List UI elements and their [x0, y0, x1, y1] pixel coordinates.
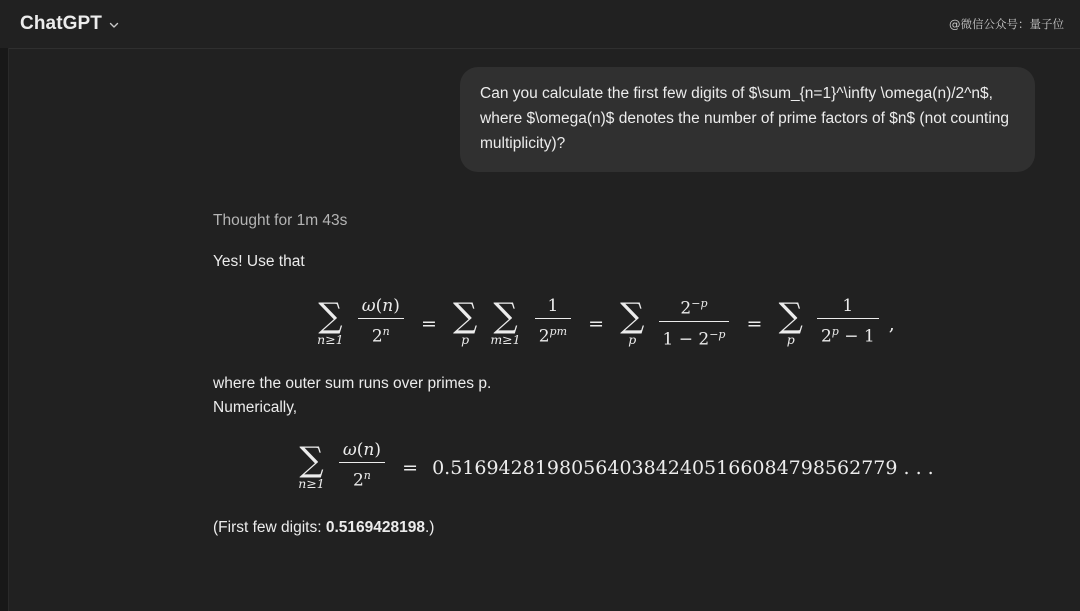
numeric-result: 0.5169428198056403842405166084798562779 . . . [432, 457, 934, 480]
first-digits-prefix: (First few digits: [213, 518, 326, 536]
sum-5-subscript: p [786, 332, 795, 348]
user-message-row [45, 67, 1035, 172]
sum-symbol-5: ∑ p [778, 296, 803, 348]
equation-1-tail: , [888, 313, 895, 336]
first-digits-line [213, 516, 1035, 540]
primes-note: where the outer sum runs over primes p. [213, 375, 492, 393]
fraction-1: $\frac{\omega(n)}{2^n}$ [358, 296, 404, 348]
fraction-4: $\frac{1}{2^p - 1}$ [817, 296, 879, 348]
sum-symbol-2: ∑ p [452, 296, 478, 348]
equation-block-1 [173, 296, 1035, 352]
sum-symbol-3: ∑ m≥1 [490, 296, 521, 348]
sum-6-subscript: n≥1 [298, 476, 325, 492]
fraction-2: $\frac{1}{2^{pm}}$ [535, 296, 571, 348]
equals-1: = [420, 313, 437, 336]
assistant-message [45, 212, 1035, 540]
sum-4-subscript: p [628, 332, 637, 348]
app-header [0, 0, 1080, 48]
sum-1-subscript: n≥1 [317, 332, 344, 348]
model-switcher[interactable] [16, 13, 120, 35]
equals-3: = [746, 313, 763, 336]
first-digits-suffix: .) [424, 518, 435, 536]
first-digits-value: 0.5169428198 [325, 518, 425, 536]
equals-4: = [402, 457, 418, 480]
sum-2-subscript: p [461, 332, 470, 348]
thought-status: Thought for 1m 43s [213, 212, 348, 229]
sum-symbol-4: ∑ p [620, 296, 645, 348]
numerically-label: Numerically, [213, 399, 298, 417]
app-title: ChatGPT [20, 13, 102, 34]
sum-symbol-6: ∑ n≥1 [298, 440, 325, 492]
sum-symbol-1: ∑ n≥1 [317, 296, 344, 348]
fraction-3: $\frac{2^{-p}}{1 - 2^{-p}}$ [659, 294, 730, 350]
equals-2: = [588, 313, 605, 336]
equation-block-2 [193, 442, 1035, 494]
intro-line: Yes! Use that [213, 253, 305, 270]
sum-3-subscript: m≥1 [490, 332, 521, 348]
conversation-area [0, 49, 1080, 611]
chevron-down-icon[interactable] [108, 19, 120, 31]
fraction-5: $\frac{\omega(n)}{2^n}$ [339, 440, 385, 492]
user-message-bubble: Can you calculate the first few digits of $\sum_{n=1}^\infty \omega(n)/2^n$, where $\omega(n)$ denotes the number of prime factors of $n$ (not counting multiplicity)? [460, 67, 1035, 172]
watermark-text: @微信公众号：量子位 [949, 17, 1064, 31]
message-thread [0, 49, 1080, 540]
